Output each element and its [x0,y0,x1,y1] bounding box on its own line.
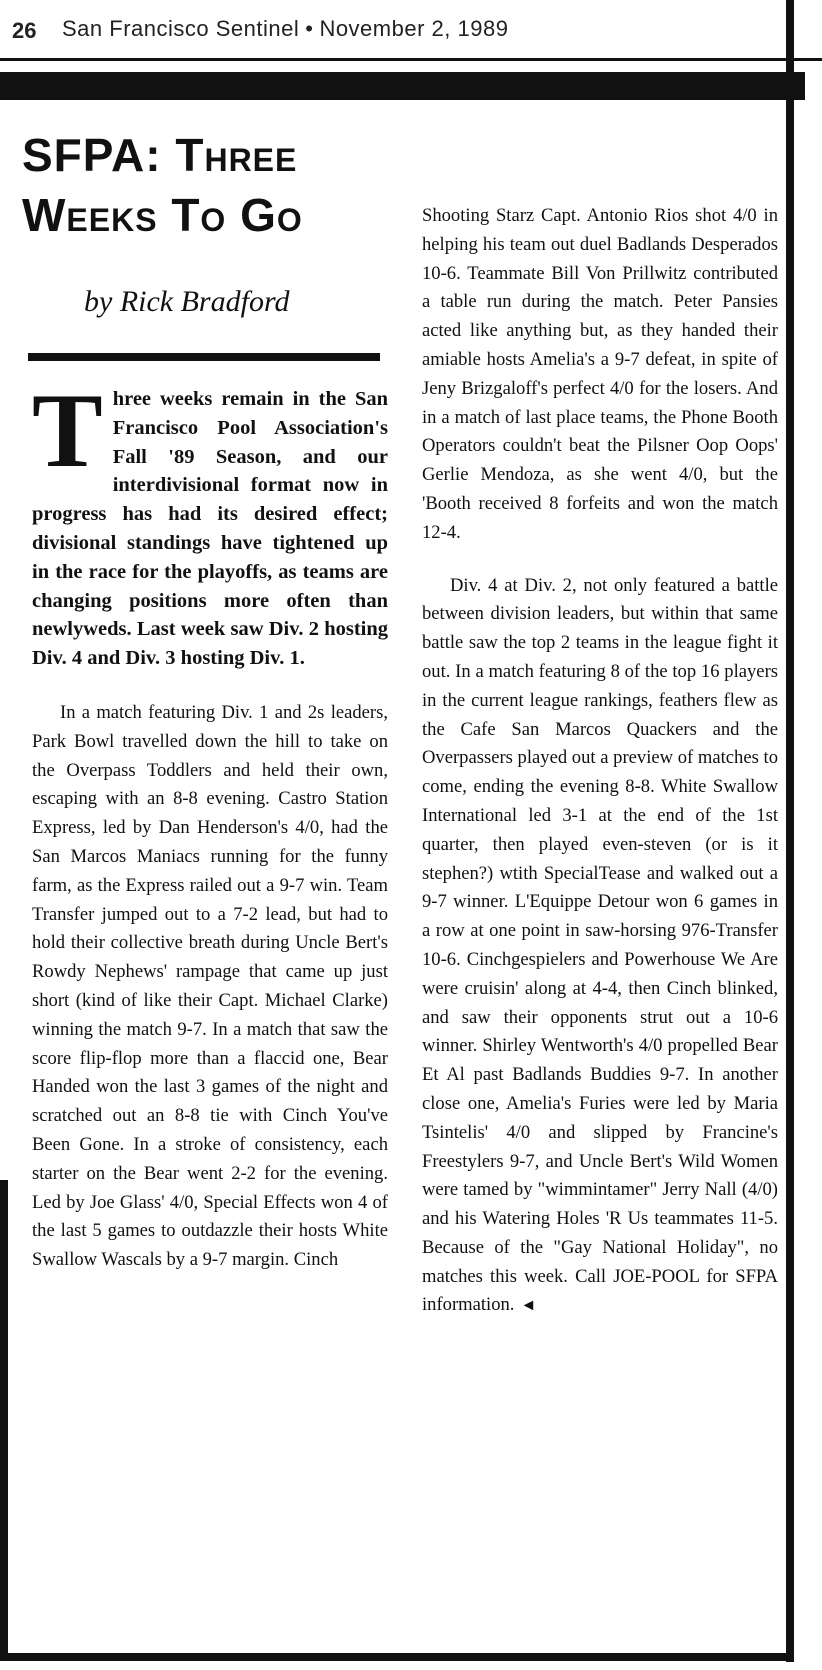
page-number: 26 [12,18,37,43]
page-header [0,6,822,46]
article-column-right [422,202,778,1321]
drop-cap: T [32,372,103,489]
header-rule-thin [0,58,822,61]
bullet-separator: • [305,16,314,41]
frame-border-right [786,0,794,1662]
article-paragraph-1-continued: Shooting Starz Capt. Antonio Rios shot 4/0 in helping his team out duel Badlands Desperados 10-6. Teammate Bill Von Prillwitz contributed a table run during the match. Peter Pansies acted like anything but, as they handed their amiable hosts Amelia's a 9-7 defeat, in spite of Jeny Brizgaloff's perfect 4/0 for the losers. And in a match of last place teams, the Phone Booth Operators couldn't beat the Pilsner Oop Oops' Gerlie Mendoza, as she went 4/0, but the 'Booth received 8 forfeits and won the match 12-4. [422,205,778,543]
paragraph-2-text: Div. 4 at Div. 2, not only featured a battle between division leaders, but within that same battle saw the top 2 teams in the league fight it out. In a match featuring 8 of the top 16 players in the current league rankings, feathers flew as the Cafe San Marcos Quackers and the Overpassers played out a preview of matches to come, ending the evening 8-8. White Swallow International led 3-1 at the end of the 1st quarter, then played even-steven (or is it stephen?) wtith SpecialTease and walked out a 9-7 winner. L'Equippe Detour won 6 games in a row at one point in saw-horsing 976-Transfer 10-6. Cinchgespielers and Powerhouse We Are were cruisin' along at 4-4, then Cinch blinked, and saw their opponents strut out a 10-6 winner. Shirley Wentworth's 4/0 propelled Bear Et Al past Badlands Buddies 9-7. In another close one, Amelia's Furies were led by Maria Tsintelis' 4/0 and slipped by Francine's Freestylers 9-7, and Uncle Bert's Wild Women were tamed by "wimmintamer" Jerry Nall (4/0) and his Watering Holes 'R Us teammates 11-5. Because of the "Gay National Holiday", no matches this week. Call JOE-POOL for SFPA information. [422,574,778,1316]
article-paragraph-2 [422,572,778,1322]
publication-name: San Francisco Sentinel [62,16,300,41]
article-column-left [22,125,388,1275]
article-headline: SFPA: Three Weeks To Go [22,129,303,241]
article-lead [32,372,388,673]
frame-border-left [0,1180,8,1661]
frame-border-bottom [0,1653,794,1661]
lead-text: hree weeks remain in the San Francisco Pool Association's Fall '89 Season, and our interdivisional format now in progress has had its desired effect; divisional standings have tightened up in the race for the playoffs, as teams are changing positions more often than newlyweds. Last week saw Div. 2 hosting Div. 4 and Div. 3 hosting Div. 1. [32,388,388,670]
byline-rule [28,353,380,361]
header-rule-thick [0,72,805,100]
running-head [62,16,508,42]
issue-date: November 2, 1989 [319,16,509,41]
article-byline: by Rick Bradford [84,285,290,318]
end-mark-icon: ◄ [520,1297,537,1315]
article-paragraph-1: In a match featuring Div. 1 and 2s leaders, Park Bowl travelled down the hill to take on the Overpass Toddlers and held their own, escaping with an 8-8 evening. Castro Station Express, led by Dan Henderson's 4/0, had the San Marcos Maniacs running for the funny farm, as the Express railed out a 9-7 win. Team Transfer jumped out to a 7-2 lead, but had to hold their collective breath during Uncle Bert's Rowdy Nephews' rampage that came up just short (kind of like their Capt. Michael Clarke) winning the match 9-7. In a match that saw the score flip-flop more than a flaccid one, Bear Handed won the last 3 games of the night and scratched out an 8-8 tie with Cinch You've Been Gone. In a stroke of consistency, each starter on the Bear went 2-2 for the evening. Led by Joe Glass' 4/0, Special Effects won 4 of the last 5 games to outdazzle their hosts White Swallow Wascals by a 9-7 margin. Cinch [32,701,388,1271]
